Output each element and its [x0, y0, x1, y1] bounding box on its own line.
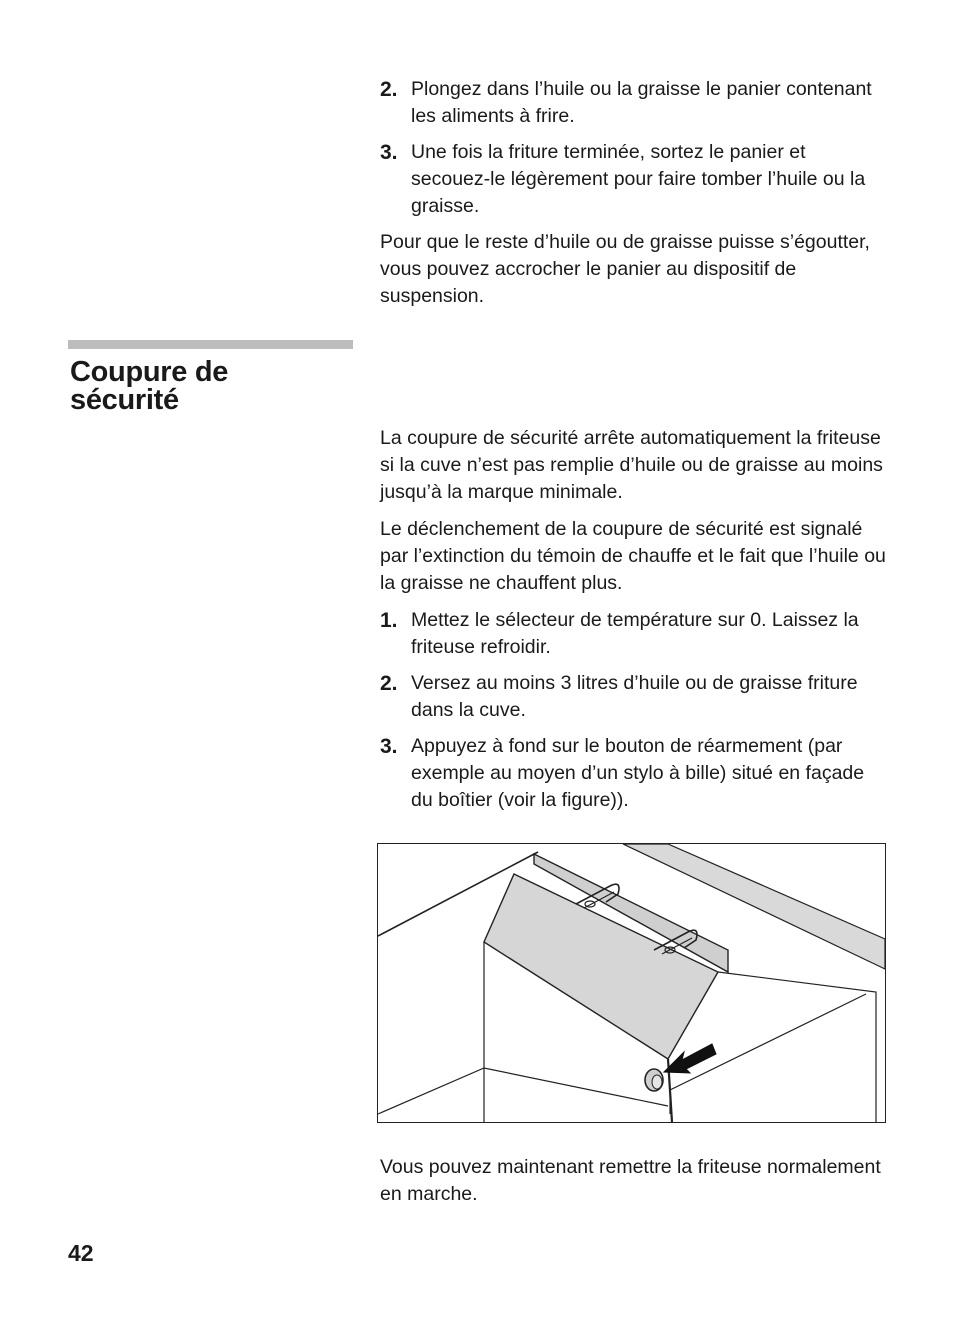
fryer-illustration — [378, 844, 885, 1122]
step-number: 3. — [380, 141, 398, 164]
body-paragraph: Vous pouvez maintenant remettre la friteuse normalement en marche. — [380, 1156, 881, 1205]
top-steps — [380, 76, 886, 310]
step-text: Plongez dans l’huile ou la graisse le panier contenant les aliments à frire. — [411, 78, 872, 127]
step-number: 3. — [380, 735, 398, 758]
step-number: 2. — [380, 672, 398, 695]
step-text: Versez au moins 3 litres d’huile ou de graisse friture dans la cuve. — [411, 672, 858, 721]
step-number: 2. — [380, 78, 398, 101]
step-item — [380, 139, 886, 220]
section-title-line: Coupure de — [70, 356, 229, 388]
step-text: Une fois la friture terminée, sortez le panier et secouez-le légèrement pour faire tomber l’huile ou la graisse. — [411, 141, 866, 217]
step-text: Appuyez à fond sur le bouton de réarmement (par exemple au moyen d’un stylo à bille) situé en façade du boîtier (voir la figure)). — [411, 735, 865, 811]
section-divider — [68, 340, 353, 349]
closing-text — [380, 1154, 886, 1208]
step-item — [380, 76, 886, 130]
page-number: 42 — [68, 1240, 94, 1266]
reset-button-icon — [645, 1069, 663, 1091]
step-item — [380, 670, 886, 724]
section-body — [380, 425, 886, 814]
body-paragraph: La coupure de sécurité arrête automatiquement la friteuse si la cuve n’est pas remplie d’huile ou de graisse au moins jusqu’à la marque minimale. — [380, 427, 883, 503]
reset-button-figure — [377, 843, 886, 1123]
step-item — [380, 733, 886, 814]
section-title — [70, 358, 350, 414]
body-paragraph: Le déclenchement de la coupure de sécurité est signalé par l’extinction du témoin de chauffe et le fait que l’huile ou la graisse ne chauffent plus. — [380, 518, 886, 594]
body-paragraph: Pour que le reste d’huile ou de graisse puisse s’égoutter, vous pouvez accrocher le panier au dispositif de suspension. — [380, 231, 870, 307]
section-title-line: sécurité — [70, 384, 179, 416]
step-item — [380, 607, 886, 661]
step-text: Mettez le sélecteur de température sur 0. Laissez la friteuse refroidir. — [411, 609, 859, 658]
step-number: 1. — [380, 609, 398, 632]
